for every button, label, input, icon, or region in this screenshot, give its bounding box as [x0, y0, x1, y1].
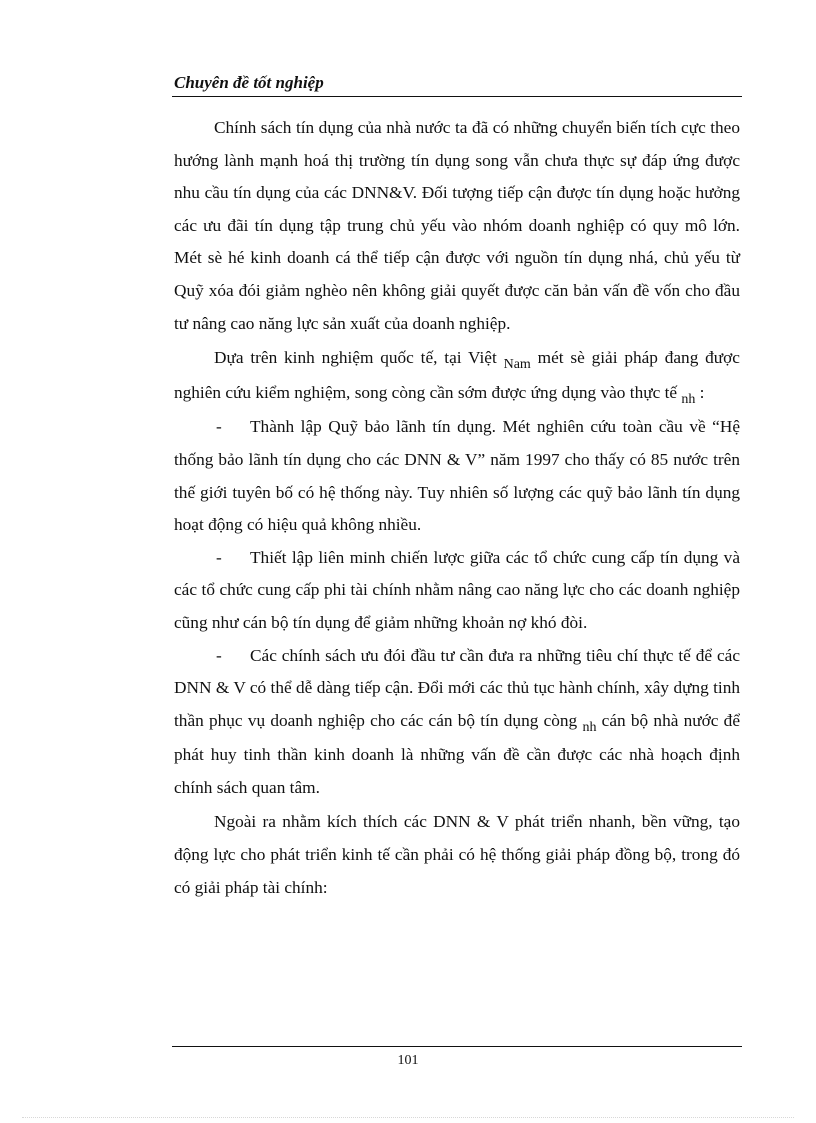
- list-dash: -: [216, 417, 222, 437]
- header-rule: [172, 96, 742, 97]
- paragraph-text: mét sè giải pháp đang được nghiên cứu kiểm nghiệm, song còng cần sớm được ứng dụng vào thực tế: [174, 348, 740, 402]
- list-item-text: Thiết lập liên minh chiến lược giữa các tổ chức cung cấp tín dụng và các tổ chức cung cấp phi tài chính nhằm nâng cao năng lực cho các doanh nghiệp cũng như cán bộ tín dụng để giảm những khoản nợ khó đòi.: [174, 547, 740, 632]
- footer-rule: [172, 1046, 742, 1047]
- paragraph-text: Dựa trên kinh nghiệm quốc tế, tại Việt: [214, 348, 504, 368]
- paragraph-text: :: [695, 382, 705, 402]
- paragraph-credit-policy: Chính sách tín dụng của nhà nước ta đã có những chuyển biến tích cực theo hướng lành mạnh hoá thị trường tín dụng song vẫn chưa thực sự đáp ứng được nhu cầu tín dụng của các DNN&V. Đối tượng tiếp cận được tín dụng hoặc hưởng các ưu đãi tín dụng tập trung chủ yếu vào nhóm doanh nghiệp có quy mô lớn. Mét sè hé kinh doanh cá thể tiếp cận được với nguồn tín dụng nhá, chủ yếu từ Quỹ xóa đói giảm nghèo nên không giải quyết được căn bản vấn đề vốn cho đầu tư nâng cao năng lực sản xuất của doanh nghiệp.: [174, 118, 740, 333]
- list-item-text: cán bộ nhà nước để phát huy tinh thần kinh doanh là những vấn đề cần được các nhà hoạch định chính sách quan tâm.: [174, 710, 740, 797]
- list-item: [174, 542, 740, 640]
- list-dash: -: [216, 645, 222, 665]
- running-header: Chuyên đề tốt nghiệp: [174, 73, 324, 92]
- page-number: 101: [397, 1053, 419, 1068]
- list-item-text: Các chính sách ưu đói đầu tư cần đưa ra những tiêu chí thực tế để các DNN & V có thể dễ dàng tiếp cận. Đổi mới các thủ tục hành chính, xây dựng tinh thần phục vụ doanh nghiệp cho các cán bộ tín dụng còng: [174, 645, 740, 730]
- paragraph-international-experience: [174, 342, 740, 411]
- list-item: [174, 411, 740, 541]
- body-text: [174, 112, 740, 904]
- subscript-fragment: nh: [681, 391, 696, 407]
- subscript-fragment: nh: [582, 719, 597, 735]
- list-item-text: Thành lập Quỹ bảo lãnh tín dụng. Mét nghiên cứu toàn cầu về “Hệ thống bảo lãnh tín dụng cho các DNN & V” năm 1997 cho thấy có 85 nước trên thế giới tuyên bố có hệ thống này. Tuy nhiên số lượng các quỹ bảo lãnh tín dụng hoạt động có hiệu quả không nhiều.: [174, 417, 740, 535]
- subscript-fragment: Nam: [503, 357, 531, 373]
- page-edge-divider: [22, 1117, 794, 1118]
- list-item: [174, 640, 740, 805]
- list-dash: -: [216, 547, 222, 567]
- paragraph-financial-solutions: Ngoài ra nhằm kích thích các DNN & V phát triển nhanh, bền vững, tạo động lực cho phát triển kinh tế cần phải có hệ thống giải pháp đồng bộ, trong đó có giải pháp tài chính:: [174, 812, 740, 897]
